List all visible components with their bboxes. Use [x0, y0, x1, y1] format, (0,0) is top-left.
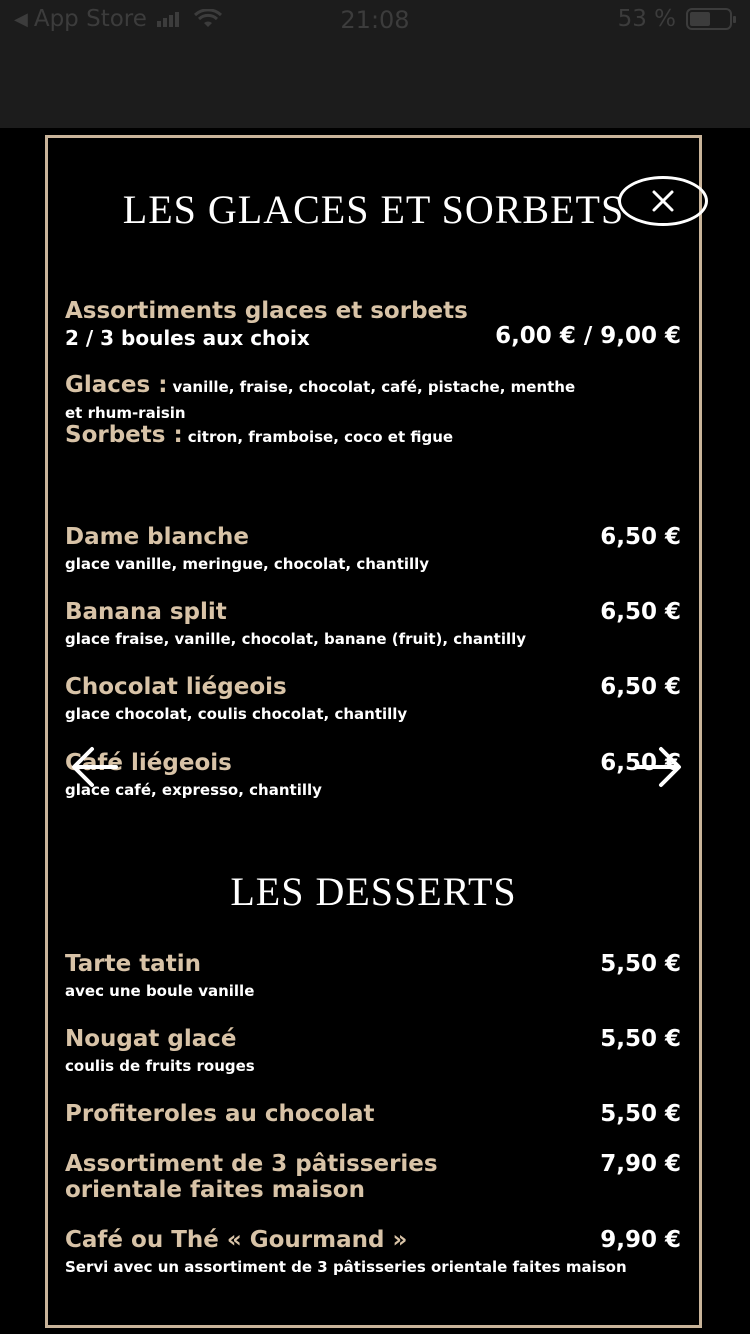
- section-title-desserts: LES DESSERTS: [230, 869, 517, 914]
- item-nougat-glace-name: Nougat glacé: [65, 1026, 237, 1052]
- item-nougat-glace-desc: coulis de fruits rouges: [65, 1057, 255, 1075]
- menu-card: [45, 135, 702, 1328]
- item-patisseries-name: Assortiment de 3 pâtisseries orientale faites maison: [65, 1151, 438, 1203]
- battery-icon: [686, 8, 732, 30]
- status-bar: [0, 0, 750, 128]
- item-patisseries-price: 7,90 €: [600, 1151, 681, 1177]
- item-assortiments-desc: 2 / 3 boules aux choix: [65, 326, 310, 350]
- item-gourmand-desc: Servi avec un assortiment de 3 pâtisseries orientale faites maison: [65, 1258, 627, 1276]
- clock: 21:08: [340, 6, 410, 34]
- item-assortiments-name: Assortiments glaces et sorbets: [65, 298, 468, 324]
- sorbets-label: Sorbets :: [65, 422, 183, 448]
- glaces-label: Glaces :: [65, 372, 168, 398]
- item-tarte-tatin-price: 5,50 €: [600, 951, 681, 977]
- arrow-right-icon: [633, 745, 683, 789]
- item-dame-blanche-price: 6,50 €: [600, 524, 681, 550]
- item-chocolat-liegeois-name: Chocolat liégeois: [65, 674, 287, 700]
- item-profiteroles-price: 5,50 €: [600, 1101, 681, 1127]
- item-banana-split-price: 6,50 €: [600, 599, 681, 625]
- sorbets-flavors: [65, 423, 585, 450]
- item-assortiments-price: 6,00 € / 9,00 €: [495, 323, 681, 349]
- section-title-glaces: LES GLACES ET SORBETS: [122, 187, 625, 232]
- battery-percent: 53 %: [617, 6, 676, 32]
- glaces-flavors: [65, 373, 585, 426]
- item-gourmand-name: Café ou Thé « Gourmand »: [65, 1227, 408, 1253]
- item-chocolat-liegeois-price: 6,50 €: [600, 674, 681, 700]
- item-gourmand-price: 9,90 €: [600, 1227, 681, 1253]
- next-page-button[interactable]: [633, 745, 683, 789]
- back-triangle-icon: ◀: [14, 8, 28, 30]
- item-cafe-liegeois-name: Café liégeois: [65, 750, 232, 776]
- item-chocolat-liegeois-desc: glace chocolat, coulis chocolat, chantilly: [65, 705, 408, 723]
- item-dame-blanche-name: Dame blanche: [65, 524, 250, 550]
- previous-page-button[interactable]: [70, 745, 120, 789]
- item-nougat-glace-price: 5,50 €: [600, 1026, 681, 1052]
- item-banana-split-name: Banana split: [65, 599, 227, 625]
- item-tarte-tatin-desc: avec une boule vanille: [65, 982, 255, 1000]
- item-tarte-tatin-name: Tarte tatin: [65, 951, 201, 977]
- close-button[interactable]: [618, 176, 708, 226]
- item-banana-split-desc: glace fraise, vanille, chocolat, banane (fruit), chantilly: [65, 630, 527, 648]
- close-icon: [651, 189, 675, 213]
- sorbets-text: citron, framboise, coco et figue: [187, 428, 454, 446]
- glaces-text: vanille, fraise, chocolat, café, pistache, menthe et rhum-raisin: [65, 378, 576, 422]
- arrow-left-icon: [70, 745, 120, 789]
- item-dame-blanche-desc: glace vanille, meringue, chocolat, chantilly: [65, 555, 430, 573]
- battery-status: [618, 6, 732, 32]
- item-profiteroles-name: Profiteroles au chocolat: [65, 1101, 375, 1127]
- item-cafe-liegeois-price: 6,50 €: [600, 750, 681, 776]
- back-app-label: App Store: [33, 6, 147, 32]
- item-cafe-liegeois-desc: glace café, expresso, chantilly: [65, 781, 322, 799]
